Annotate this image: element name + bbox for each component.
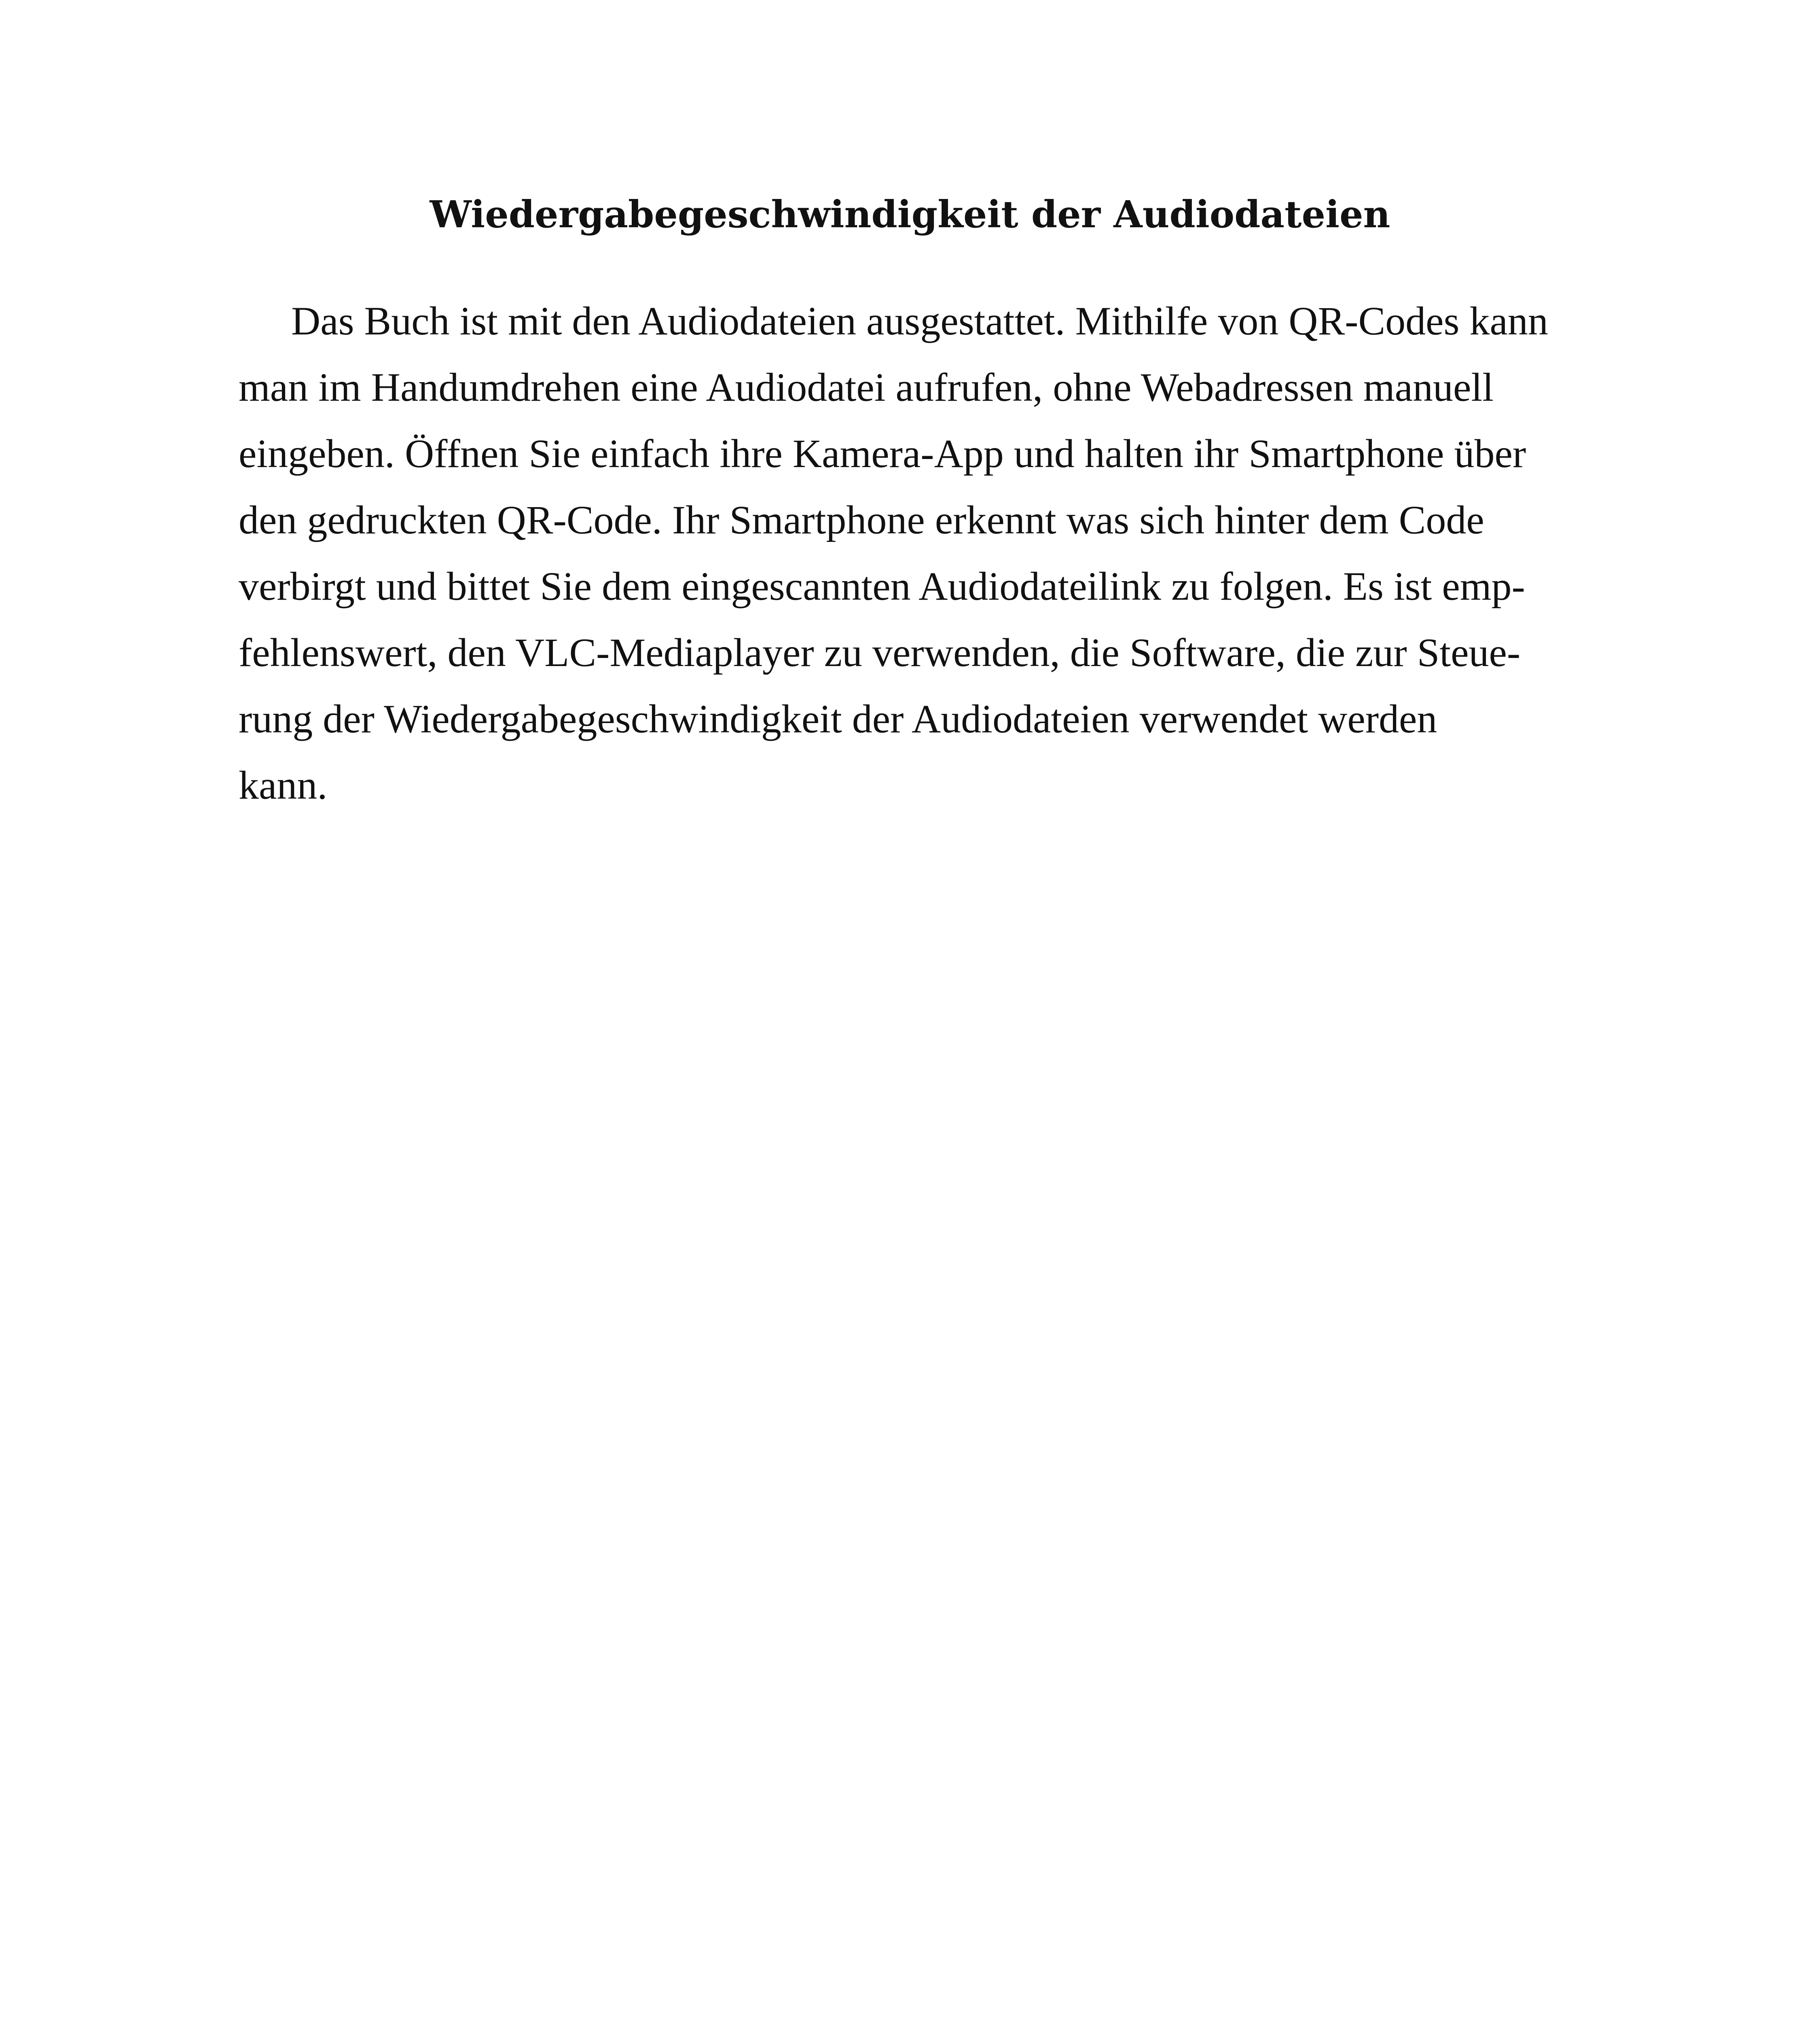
paragraph-line: kann.	[239, 763, 328, 808]
body-paragraph	[239, 288, 1614, 819]
section-heading: Wiedergabegeschwindigkeit der Audiodateien	[430, 192, 1390, 236]
paragraph-line: man im Handumdrehen eine Audiodatei aufrufen, ohne Webadressen manuell	[239, 365, 1494, 410]
paragraph-line: Das Buch ist mit den Audiodateien ausgestattet. Mithilfe von QR-Codes kann	[291, 298, 1548, 343]
paragraph-line: fehlenswert, den VLC-Mediaplayer zu verwenden, die Software, die zur Steue-	[239, 630, 1521, 675]
paragraph-line: eingeben. Öffnen Sie einfach ihre Kamera-App und halten ihr Smartphone über	[239, 431, 1526, 476]
paragraph-line: verbirgt und bittet Sie dem eingescannten Audiodateilink zu folgen. Es ist emp-	[239, 564, 1525, 609]
paragraph-line: rung der Wiedergabegeschwindigkeit der Audiodateien verwendet werden	[239, 696, 1437, 741]
paragraph-line: den gedruckten QR-Code. Ihr Smartphone erkennt was sich hinter dem Code	[239, 497, 1484, 542]
